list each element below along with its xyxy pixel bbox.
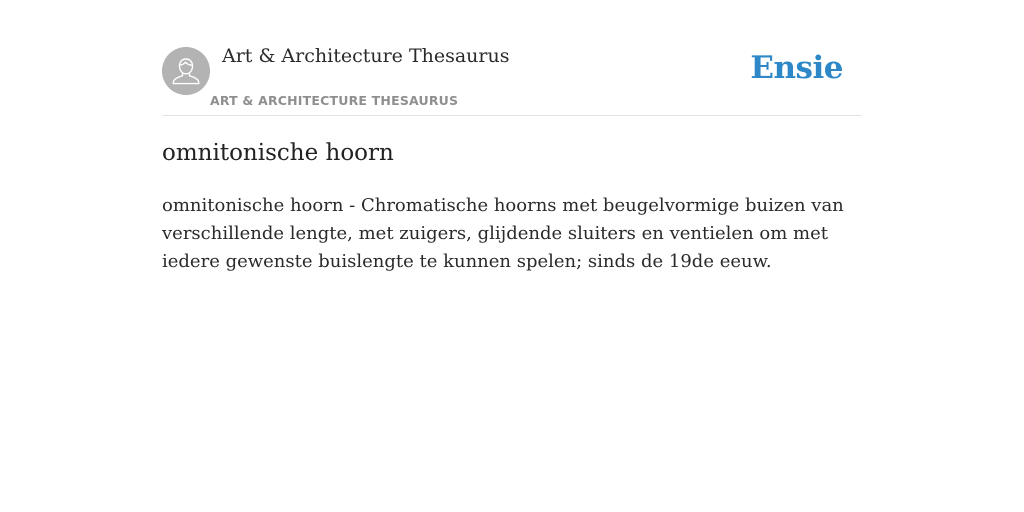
page-title: omnitonische hoorn (162, 140, 394, 166)
page (162, 0, 862, 272)
definition-text: omnitonische hoorn - Chromatische hoorns met beugelvormige buizen van verschillende lengte, met zuigers, glijdende sluiters en ventielen om met iedere gewenste buislengte te kunnen spelen; sinds de 19de eeuw. (162, 195, 844, 272)
ensie-logo[interactable]: Ensie (750, 50, 843, 86)
entry-header (162, 0, 862, 116)
user-silhouette-icon (162, 47, 210, 95)
author-name[interactable]: Art & Architecture Thesaurus (222, 45, 510, 67)
source-label: ART & ARCHITECTURE THESAURUS (210, 93, 459, 108)
avatar[interactable] (162, 47, 210, 95)
